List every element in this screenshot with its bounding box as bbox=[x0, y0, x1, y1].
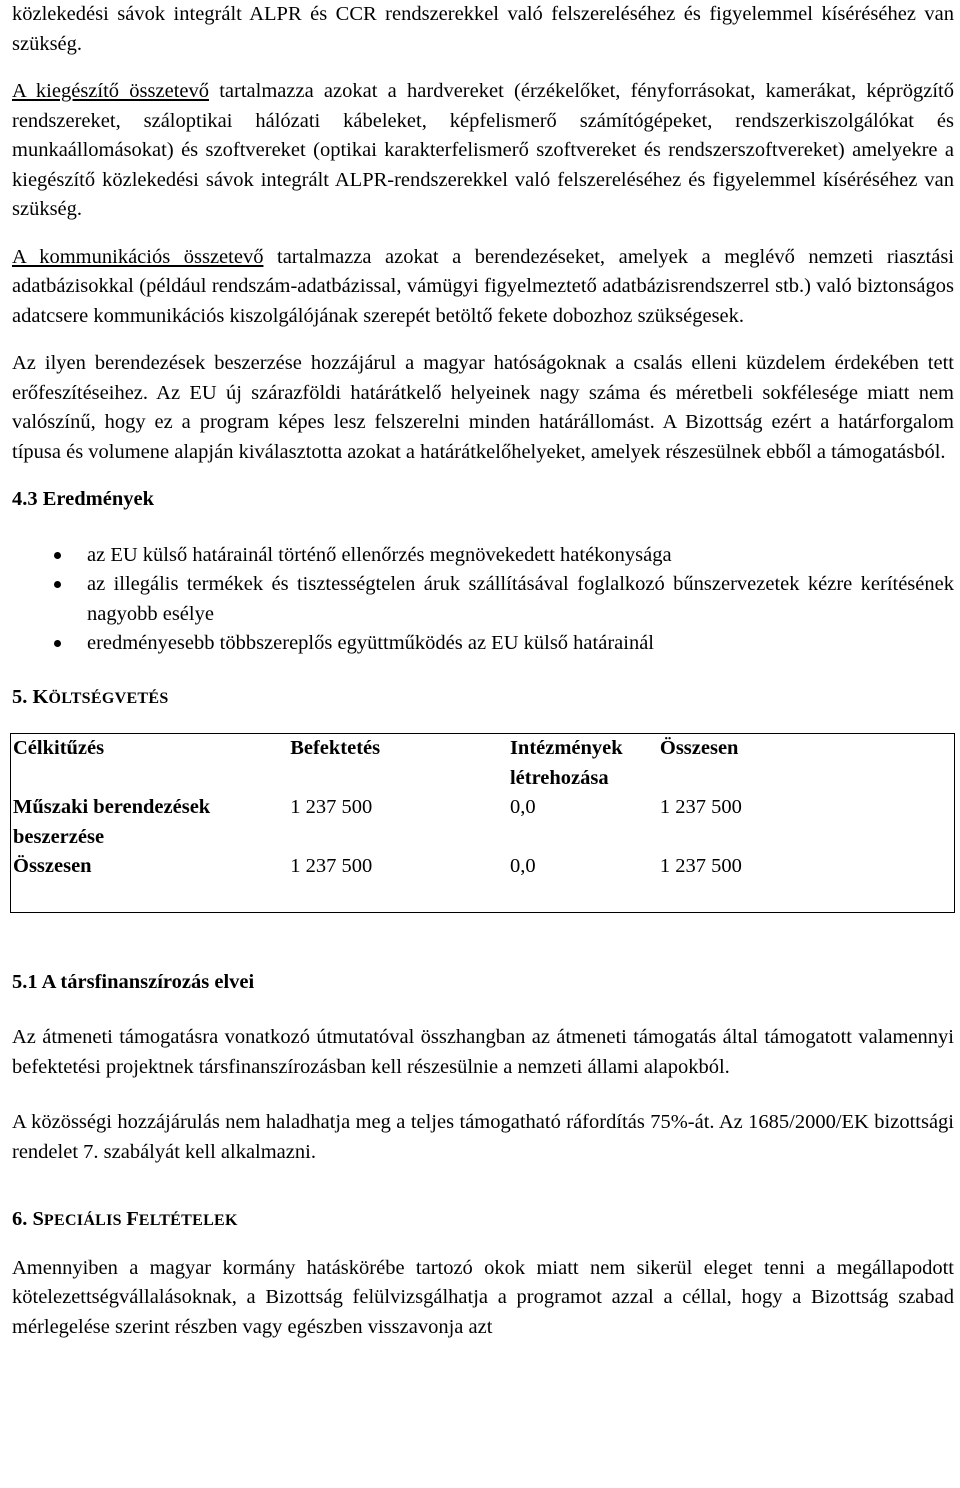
paragraph-cofinancing: Az átmeneti támogatásra vonatkozó útmutatóval összhangban az átmeneti támogatás által támogatott valamennyi befektetési projektnek társfinanszírozásban kell részesülnie a nemzeti állami alapokból. bbox=[12, 1026, 954, 1078]
heading-cofinancing: 5.1 A társfinanszírozás elvei bbox=[12, 970, 255, 993]
table-cell: 1 237 500 bbox=[659, 796, 742, 818]
paragraph-procurement: Az ilyen berendezések beszerzése hozzájárul a magyar hatóságoknak a csalás elleni küzdelem érdekében tett erőfeszítéseihez. Az EU új szárazföldi határátkelő helyeinek nagy száma és méretbeli sokfélesége miatt nem valószínű, hogy ez a program képes lesz felszerelni minden határállomást. A Bizottság ezért a határforgalom típusa és volumene alapján kiválasztotta azokat a határátkelőhelyeket, amelyek részesülnek ebből a támogatásból. bbox=[12, 352, 954, 463]
bullet-icon bbox=[54, 552, 61, 559]
budget-table bbox=[10, 733, 955, 913]
heading-special-conditions: 6. SPECIÁLIS FELTÉTELEK bbox=[12, 1208, 238, 1230]
paragraph-text: tartalmazza azokat a berendezéseket, amelyek a meglévő nemzeti riasztási adatbázisokkal (például rendszám-adatbázissal, vámügyi figyelmeztető adatbázisrendszerrel stb.) való biztonságos adatcsere kommunikációs kiszolgálójának szerepét betöltő fekete dobozhoz szükségesek. bbox=[12, 245, 954, 327]
table-cell: 1 237 500 bbox=[659, 855, 742, 877]
table-cell: 0,0 bbox=[509, 796, 536, 818]
table-header-cell: Összesen bbox=[659, 737, 739, 759]
heading-results: 4.3 Eredmények bbox=[12, 488, 154, 510]
table-row bbox=[11, 793, 955, 852]
bullet-icon bbox=[54, 640, 61, 647]
table-cell: 1 237 500 bbox=[290, 796, 373, 818]
list-item: az EU külső határainál történő ellenőrzés megnövekedett hatékonysága bbox=[12, 541, 954, 571]
list-item: az illegális termékek és tisztességtelen áruk szállításával foglalkozó bűnszervezetek kézre kerítésének nagyobb esélye bbox=[12, 570, 954, 629]
underlined-term: A kiegészítő összetevő bbox=[12, 80, 209, 102]
table-empty-row bbox=[11, 882, 955, 913]
list-item: eredményesebb többszereplős együttműködés az EU külső határainál bbox=[12, 629, 954, 659]
paragraph-communication-component bbox=[12, 243, 954, 332]
paragraph-contribution: A közösségi hozzájárulás nem haladhatja meg a teljes támogatható ráfordítás 75%-át. Az 1685/2000/EK bizottsági rendelet 7. szabályát kell alkalmazni. bbox=[12, 1111, 954, 1163]
paragraph-intro: közlekedési sávok integrált ALPR és CCR rendszerekkel való felszereléséhez és figyelemmel kíséréséhez van szükség. bbox=[12, 3, 954, 55]
document-page bbox=[12, 0, 954, 1342]
table-cell: Műszaki berendezések beszerzése bbox=[13, 796, 211, 848]
table-cell: 0,0 bbox=[509, 855, 536, 877]
table-header-cell: Intézmények létrehozása bbox=[509, 737, 623, 789]
paragraph-text: tartalmazza azokat a hardvereket (érzékelőket, fényforrásokat, kamerákat, képrögzítő rendszereket, száloptikai hálózati kábeleket, képfelismerő számítógépeket, rendszerkiszolgálókat és munkaállomásokat) és szoftvereket (optikai karakterfelismerő szoftvereket és rendszerszoftvereket) amelyekre a kiegészítő közlekedési sávok integrált ALPR-rendszerekkel való felszereléséhez és figyelemmel kíséréséhez van szükség. bbox=[12, 80, 954, 220]
results-list bbox=[12, 541, 954, 659]
bullet-icon bbox=[54, 581, 61, 588]
table-header-cell: Célkitűzés bbox=[13, 737, 105, 759]
table-header-cell: Befektetés bbox=[290, 737, 381, 759]
underlined-term: A kommunikációs összetevő bbox=[12, 245, 264, 268]
table-row bbox=[11, 852, 955, 882]
table-header-row bbox=[11, 734, 955, 794]
paragraph-supplementary-component bbox=[12, 77, 954, 225]
paragraph-special-conditions: Amennyiben a magyar kormány hatáskörébe tartozó okok miatt nem sikerül eleget tenni a megállapodott kötelezettségvállalásoknak, a Bizottság felülvizsgálhatja a programot azzal a céllal, hogy a Bizottság szabad mérlegelése szerint részben vagy egészben visszavonja azt bbox=[12, 1256, 954, 1338]
table-cell: Összesen bbox=[13, 855, 92, 877]
heading-budget: 5. KÖLTSÉGVETÉS bbox=[12, 685, 169, 708]
table-cell: 1 237 500 bbox=[290, 855, 373, 877]
